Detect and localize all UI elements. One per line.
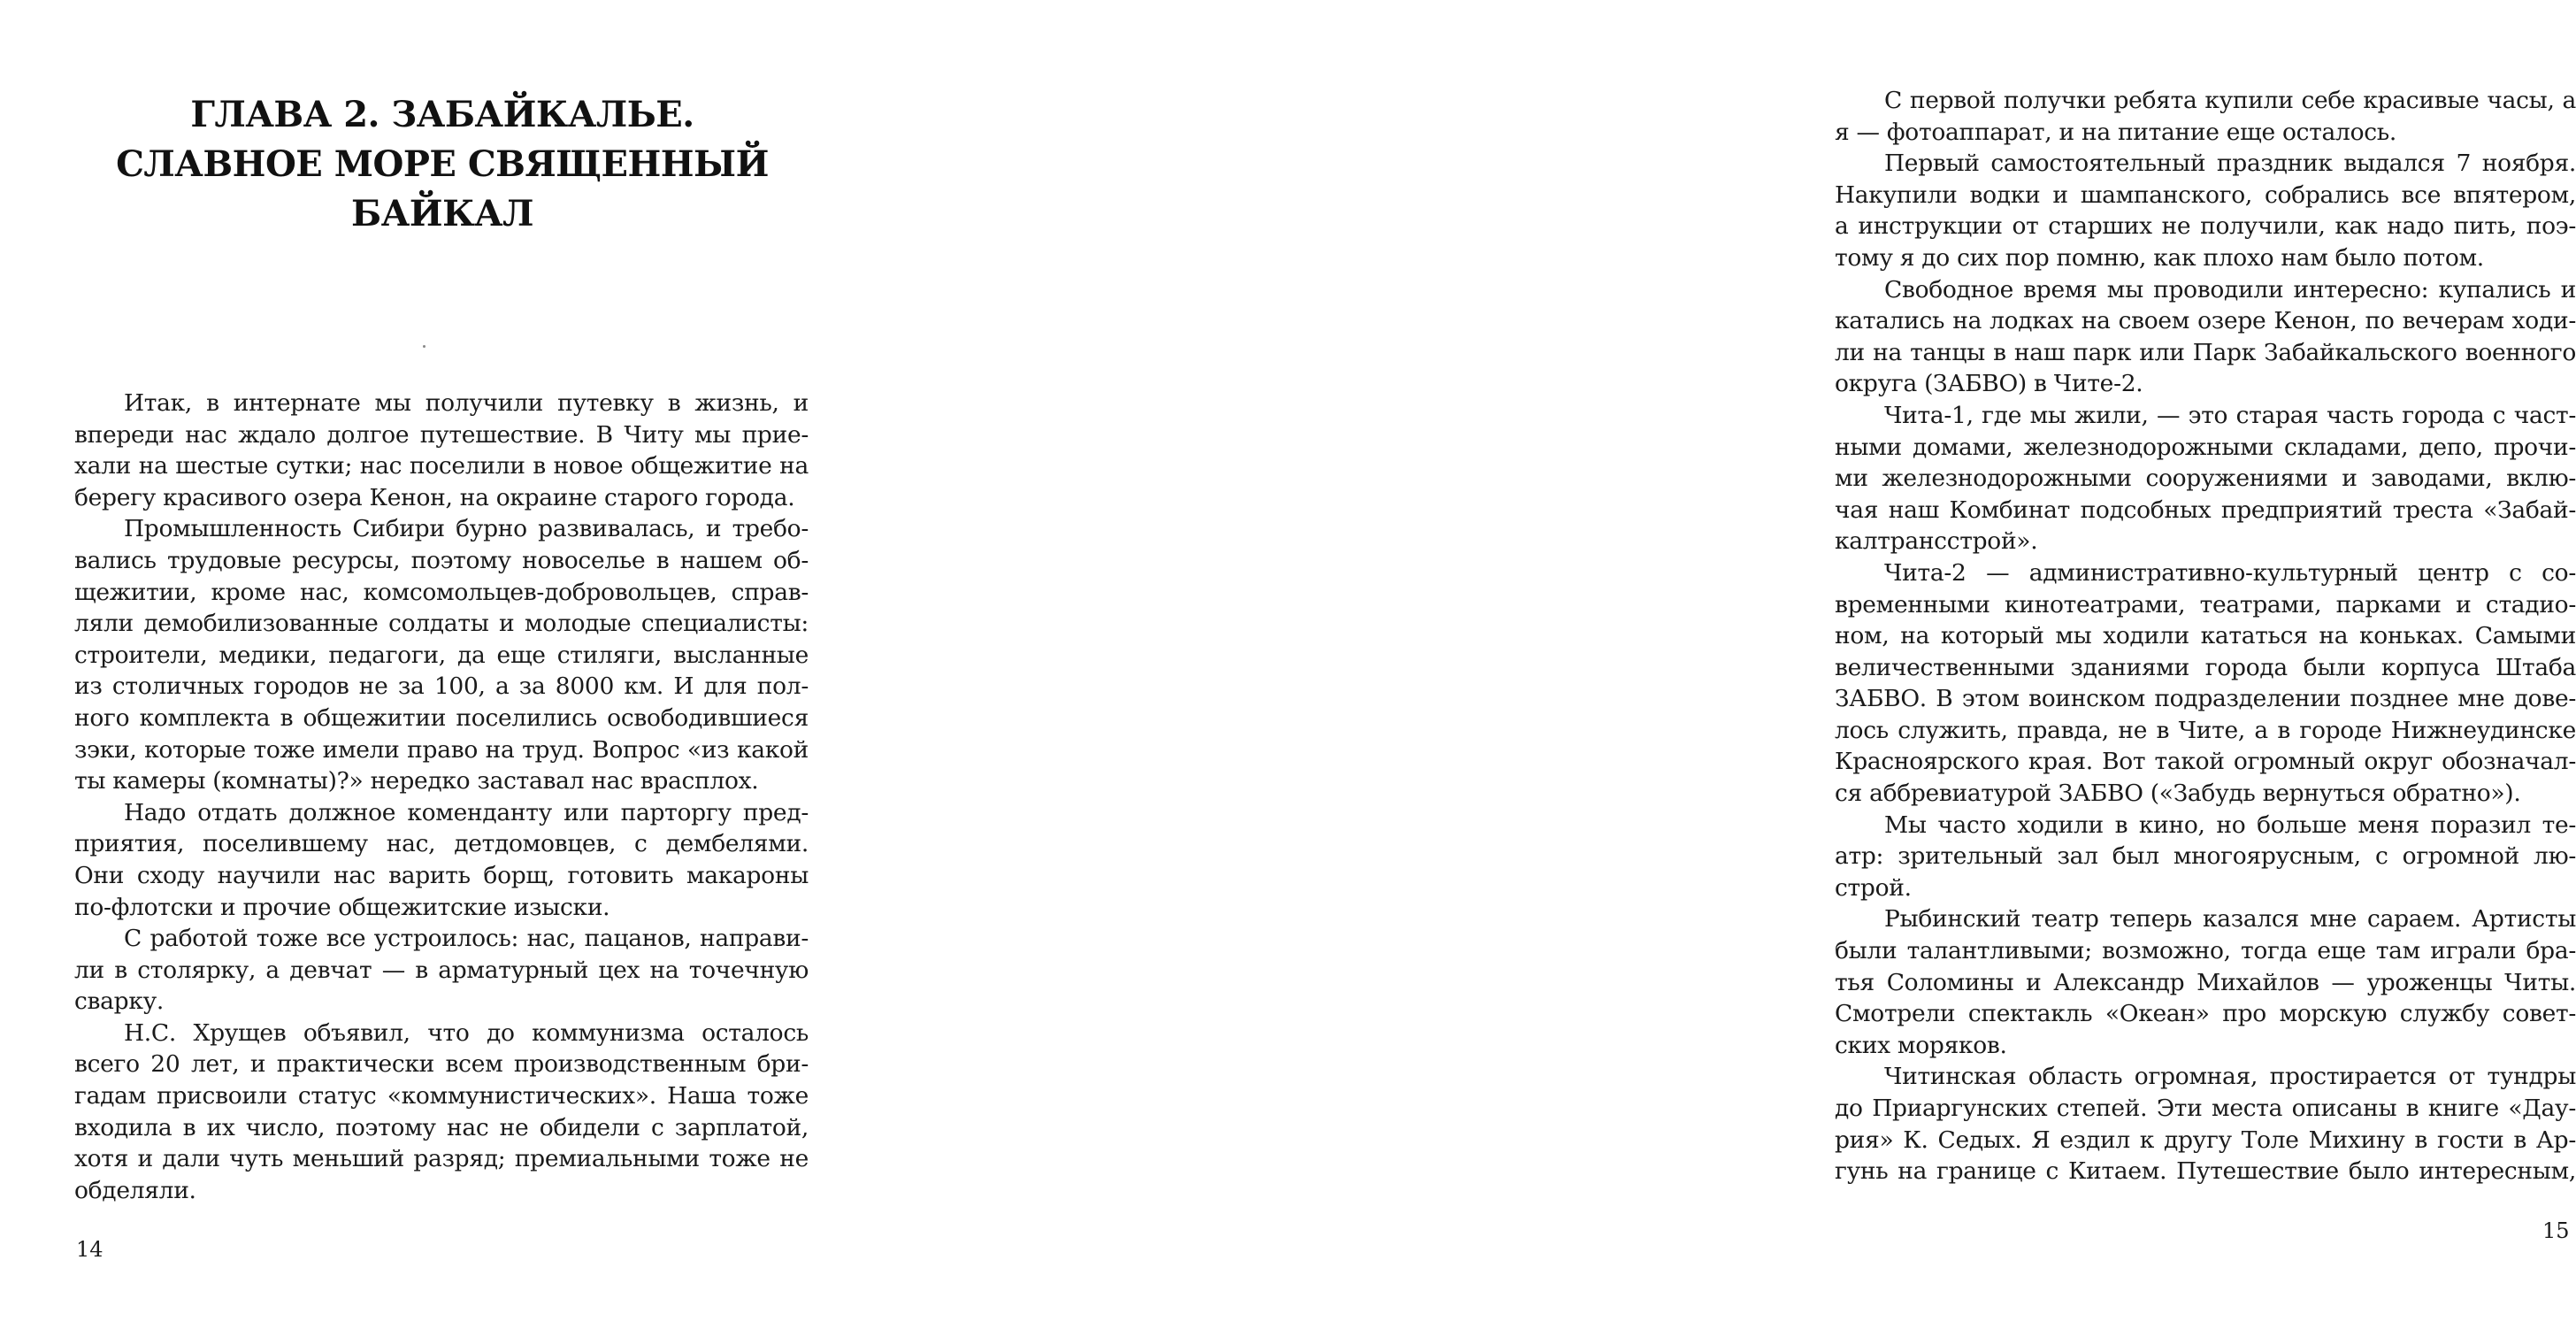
right-page [885,0,2576,1337]
left-page [0,0,885,1337]
text-line: ными домами, железнодорожными складами, депо, прочи- [1835,433,2576,461]
text-line: Чита-2 — административно-культурный центр с со- [1884,558,2576,587]
text-line: Рыбинский театр теперь казался мне сараем. Артисты [1884,905,2576,934]
text-line: округа (ЗАБВО) в Чите-2. [1835,370,2143,398]
text-line: Промышленность Сибири бурно развивалась, и требо- [124,515,809,543]
text-line: Итак, в интернате мы получили путевку в жизнь, и [124,389,809,417]
text-line: вались трудовые ресурсы, поэтому новоселье в нашем об- [74,546,809,574]
text-line: хотя и дали чуть меньший разряд; премиальными тоже не [74,1145,809,1173]
paragraph [74,513,809,796]
text-line: гадам присвоили статус «коммунистических». Наша тоже [74,1082,809,1110]
text-line: хали на шестые сутки; нас поселили в новое общежитие на [74,452,809,480]
chapter-title [75,90,809,239]
paragraph [74,923,809,1018]
text-line: катались на лодках на своем озере Кенон, по вечерам ходи- [1835,307,2576,335]
text-line: всего 20 лет, и практически всем производственным бри- [74,1050,809,1079]
text-line: сварку. [74,987,165,1016]
text-line: Читинская область огромная, простирается от тундры [1884,1063,2576,1091]
right-body-text [1835,85,2576,1187]
text-line: лось служить, правда, не в Чите, а в городе Нижнеудинске [1835,716,2576,744]
paragraph [74,388,809,513]
paragraph [1835,1061,2576,1187]
text-line: Первый самостоятельный праздник выдался 7 ноября. [1884,150,2576,178]
text-line: а инструкции от старших не получили, как надо пить, поэ- [1835,212,2576,241]
text-line: из столичных городов не за 100, а за 8000 км. И для пол- [74,672,809,701]
paragraph [1835,557,2576,810]
text-line: зэки, которые тоже имели право на труд. Вопрос «из какой [74,735,809,764]
chapter-title-line: ГЛАВА 2. ЗАБАЙКАЛЬЕ. [190,94,694,135]
text-line: Они сходу научили нас варить борщ, готовить макароны [74,861,809,889]
text-line: Смотрели спектакль «Океан» про морскую службу совет- [1835,1000,2576,1028]
text-line: строй. [1835,873,1912,902]
text-line: входила в их число, поэтому нас не обидели с зарплатой, [74,1113,809,1141]
text-line: гунь на границе с Китаем. Путешествие было интересным, [1835,1157,2576,1186]
text-line: Надо отдать должное коменданту или парторгу пред- [124,798,809,826]
text-line: щежитии, кроме нас, комсомольцев-добровольцев, справ- [74,578,809,606]
text-line: ЗАБВО. В этом воинском подразделении позднее мне дове- [1835,685,2576,713]
text-line: Чита-1, где мы жили, — это старая часть города с част- [1884,401,2576,429]
text-line: Накупили водки и шампанского, собрались все впятером, [1835,181,2576,209]
chapter-title-line: СЛАВНОЕ МОРЕ СВЯЩЕННЫЙ БАЙКАЛ [116,143,769,234]
paragraph [1835,903,2576,1061]
text-line: Красноярского края. Вот такой огромный округ обозначал- [1835,748,2576,776]
text-line: я — фотоаппарат, и на питание еще осталось. [1835,118,2397,146]
paragraph [1835,400,2576,557]
text-line: до Приаргунских степей. Эти места описаны в книге «Дау- [1835,1095,2576,1122]
text-line: временными кинотеатрами, театрами, парками и стадио- [1835,590,2576,619]
text-line: С первой получки ребята купили себе красивые часы, а [1884,87,2576,114]
text-line: Свободное время мы проводили интересно: купались и [1884,275,2576,304]
text-line: ли на танцы в наш парк или Парк Забайкальского военного [1835,338,2576,366]
text-line: калтрансстрой». [1835,527,2038,556]
paragraph [74,797,809,923]
text-line: чая наш Комбинат подсобных предприятий треста «Забай- [1835,496,2576,524]
text-line: ся аббревиатурой ЗАБВО («Забудь вернуться обратно»). [1835,780,2521,808]
print-speck [423,345,426,348]
page-number: 14 [76,1237,104,1262]
text-line: С работой тоже все устроилось: нас, пацанов, направи- [124,925,809,953]
paragraph [74,1018,809,1207]
text-line: ном, на который мы ходили кататься на коньках. Самыми [1835,622,2576,650]
paragraph [1835,274,2576,400]
text-line: тому я до сих пор помню, как плохо нам было потом. [1835,243,2484,272]
text-line: величественными зданиями города были корпуса Штаба [1835,653,2576,681]
text-line: атр: зрительный зал был многоярусным, с огромной лю- [1835,842,2576,871]
text-line: тья Соломины и Александр Михайлов — уроженцы Читы. [1835,968,2576,996]
paragraph [1835,85,2576,148]
left-body-text [74,388,809,1206]
paragraph [1835,148,2576,273]
text-line: ли в столярку, а девчат — в арматурный цех на точечную [74,956,809,984]
text-line: были талантливыми; возможно, тогда еще там играли бра- [1835,937,2576,965]
page-number: 15 [2542,1218,2570,1243]
text-line: ного комплекта в общежитии поселились освободившиеся [74,703,809,732]
text-line: Н.С. Хрущев объявил, что до коммунизма осталось [124,1018,809,1047]
text-line: берегу красивого озера Кенон, на окраине старого города. [74,483,795,511]
text-line: ми железнодорожными сооружениями и заводами, вклю- [1835,465,2576,493]
text-line: приятия, поселившему нас, детдомовцев, с дембелями. [74,830,809,858]
text-line: обделяли. [74,1176,196,1204]
text-line: ских моряков. [1835,1031,2007,1059]
text-line: ляли демобилизованные солдаты и молодые специалисты: [74,610,809,638]
text-line: впереди нас ждало долгое путешествие. В Читу мы прие- [74,420,809,449]
text-line: строители, медики, педагоги, да еще стиляги, высланные [74,641,809,669]
paragraph [1835,810,2576,904]
text-line: рия» К. Седых. Я ездил к другу Толе Михину в гости в Ар- [1835,1126,2576,1154]
text-line: Мы часто ходили в кино, но больше меня поразил те- [1884,811,2576,839]
text-line: ты камеры (комнаты)?» нередко заставал нас врасплох. [74,767,759,795]
text-line: по-флотски и прочие общежитские изыски. [74,893,610,921]
